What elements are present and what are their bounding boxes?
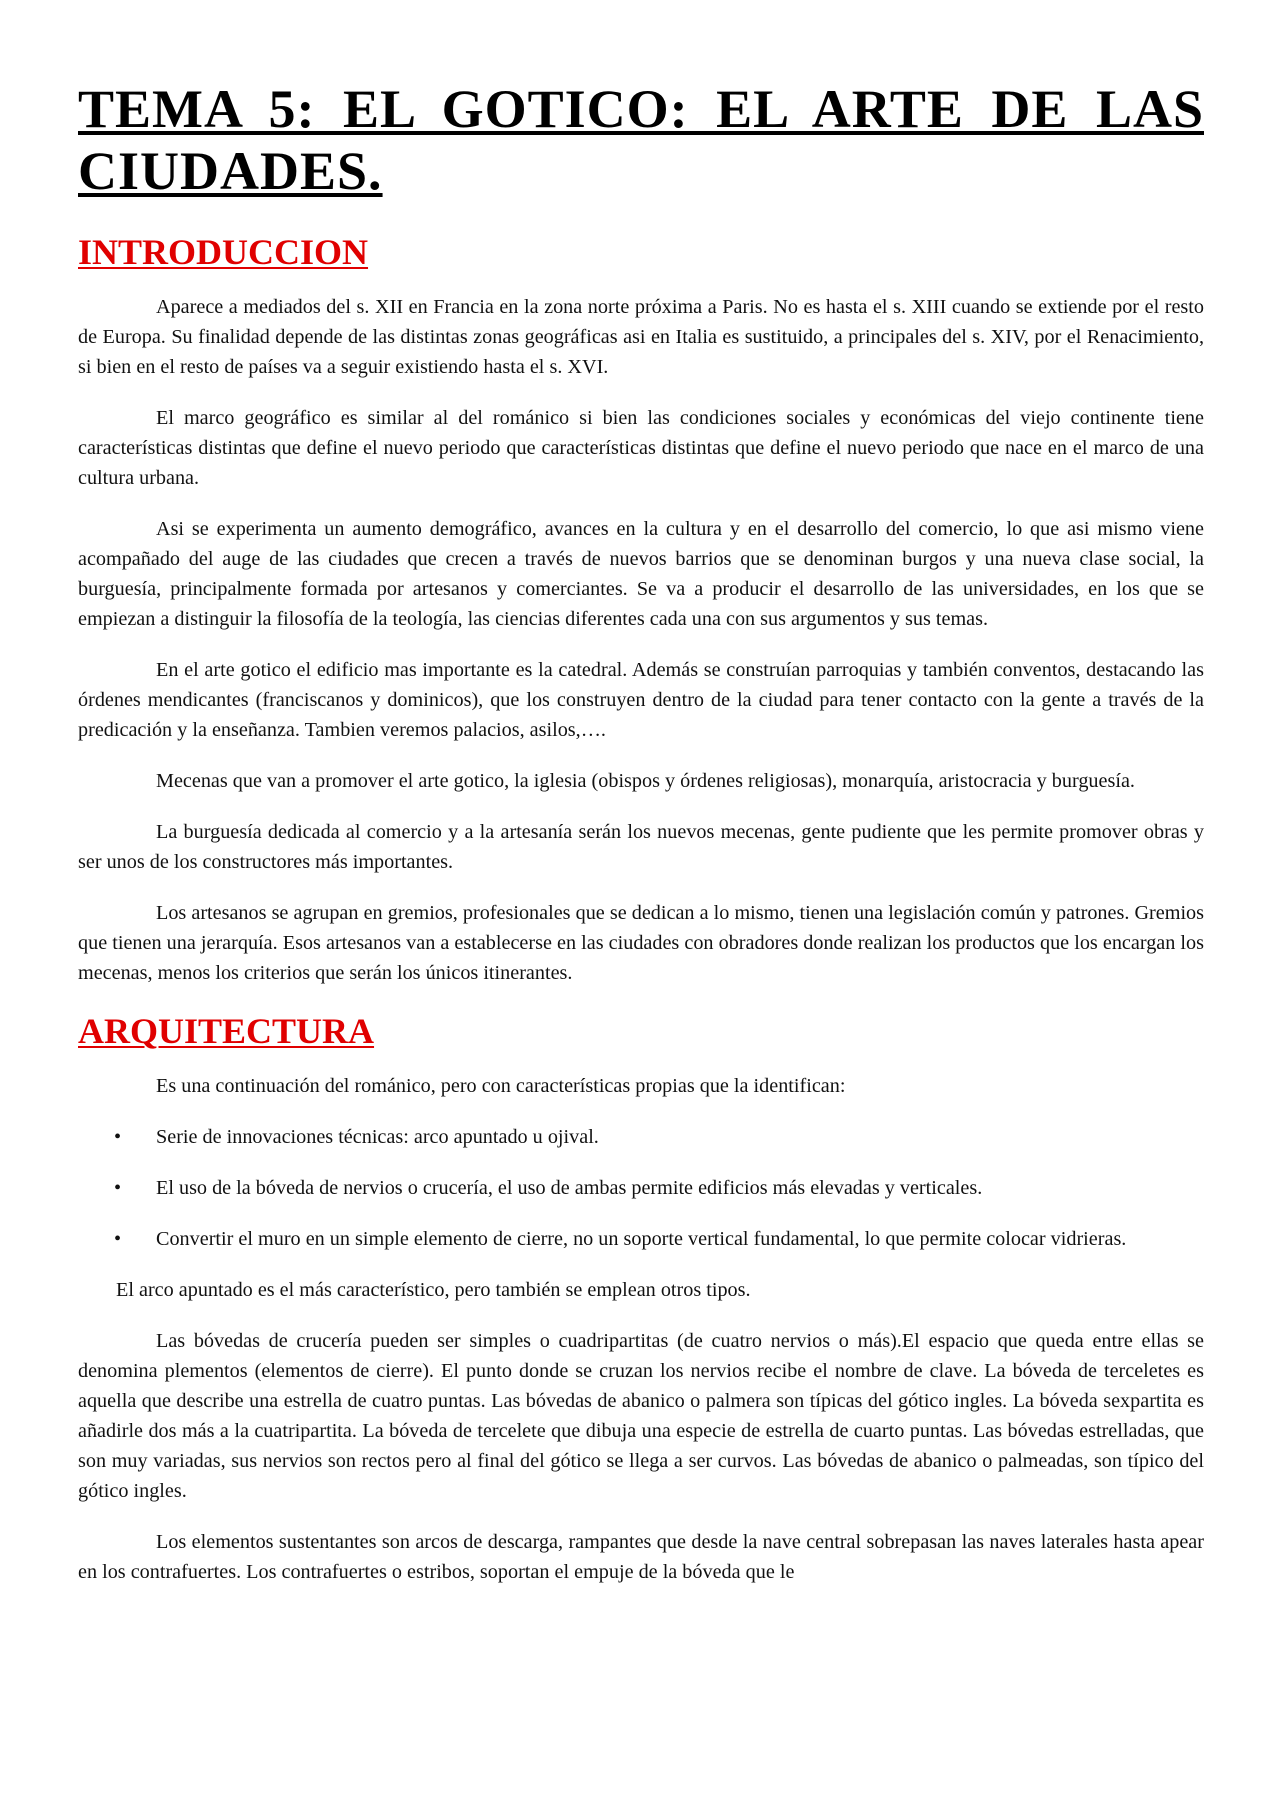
paragraph: Mecenas que van a promover el arte gotico, la iglesia (obispos y órdenes religiosas), monarquía, aristocracia y burguesía. [156, 770, 1135, 792]
list-item [78, 1173, 1204, 1203]
paragraph: Las bóvedas de crucería pueden ser simples o cuadripartitas (de cuatro nervios o más).El espacio que queda entre ellas se denomina plementos (elementos de cierre). El punto donde se cruzan los nervios recibe el nombre de clave. La bóveda de terceletes es aquella que describe una estrella de cuatro puntas. Las bóvedas de abanico o palmera son típicas del gótico ingles. La bóveda sexpartita es añadirle dos más a la cuatripartita. La bóveda de tercelete que dibuja una especie de estrella de cuarto puntas. Las bóvedas estrelladas, que son muy variadas, sus nervios son rectos pero al final del gótico se llega a ser curvos. Las bóvedas de abanico o palmeadas, son típico del gótico ingles. [78, 1330, 1204, 1502]
paragraph: Asi se experimenta un aumento demográfico, avances en la cultura y en el desarrollo del comercio, lo que asi mismo viene acompañado del auge de las ciudades que crecen a través de nuevos barrios que se denominan burgos y una nueva clase social, la burguesía, principalmente formada por artesanos y comerciantes. Se va a producir el desarrollo de las universidades, en los que se empiezan a distinguir la filosofía de la teología, las ciencias diferentes cada una con sus argumentos y sus temas. [78, 518, 1204, 630]
paragraph: En el arte gotico el edificio mas importante es la catedral. Además se construían parroquias y también conventos, destacando las órdenes mendicantes (franciscanos y dominicos), que los construyen dentro de la ciudad para tener contacto con la gente a través de la predicación y la enseñanza. Tambien veremos palacios, asilos,…. [78, 659, 1204, 741]
paragraph: El arco apuntado es el más característico, pero también se emplean otros tipos. [116, 1279, 751, 1301]
bullet-icon: • [114, 1126, 122, 1148]
list-item-text: Serie de innovaciones técnicas: arco apuntado u ojival. [156, 1126, 599, 1148]
paragraph: El marco geográfico es similar al del románico si bien las condiciones sociales y económicas del viejo continente tiene características distintas que define el nuevo periodo que características distintas que define el nuevo periodo que nace en el marco de una cultura urbana. [78, 407, 1204, 489]
list-item-text: Convertir el muro en un simple elemento de cierre, no un soporte vertical fundamental, lo que permite colocar vidrieras. [156, 1228, 1127, 1250]
paragraph: Aparece a mediados del s. XII en Francia en la zona norte próxima a Paris. No es hasta el s. XIII cuando se extiende por el resto de Europa. Su finalidad depende de las distintas zonas geográficas asi en Italia es sustituido, a principales del s. XIV, por el Renacimiento, si bien en el resto de países va a seguir existiendo hasta el s. XVI. [78, 296, 1204, 378]
section-introduccion [78, 230, 1204, 988]
document-page [78, 78, 1204, 1608]
paragraph: Los elementos sustentantes son arcos de descarga, rampantes que desde la nave central sobrepasan las naves laterales hasta apear en los contrafuertes. Los contrafuertes o estribos, soportan el empuje de la bóveda que le [78, 1531, 1204, 1583]
bullet-icon: • [114, 1177, 122, 1199]
section-arquitectura [78, 1009, 1204, 1587]
document-title: TEMA 5: EL GOTICO: EL ARTE DE LAS CIUDADES. [78, 79, 1204, 201]
list-item [78, 1224, 1204, 1254]
list-item-text: El uso de la bóveda de nervios o crucería, el uso de ambas permite edificios más elevadas y verticales. [156, 1177, 983, 1199]
section-heading-arquitectura: ARQUITECTURA [78, 1011, 375, 1051]
bullet-icon: • [114, 1228, 122, 1250]
section-heading-introduccion: INTRODUCCION [78, 232, 369, 272]
paragraph: Los artesanos se agrupan en gremios, profesionales que se dedican a lo mismo, tienen una legislación común y patrones. Gremios que tienen una jerarquía. Esos artesanos van a establecerse en las ciudades con obradores donde realizan los productos que los encargan los mecenas, menos los criterios que serán los únicos itinerantes. [78, 902, 1204, 984]
list-item [78, 1122, 1204, 1152]
section-intro: Es una continuación del románico, pero con características propias que la identifican: [156, 1075, 846, 1097]
bullet-list [78, 1122, 1204, 1254]
paragraph: La burguesía dedicada al comercio y a la artesanía serán los nuevos mecenas, gente pudiente que les permite promover obras y ser unos de los constructores más importantes. [78, 821, 1204, 873]
